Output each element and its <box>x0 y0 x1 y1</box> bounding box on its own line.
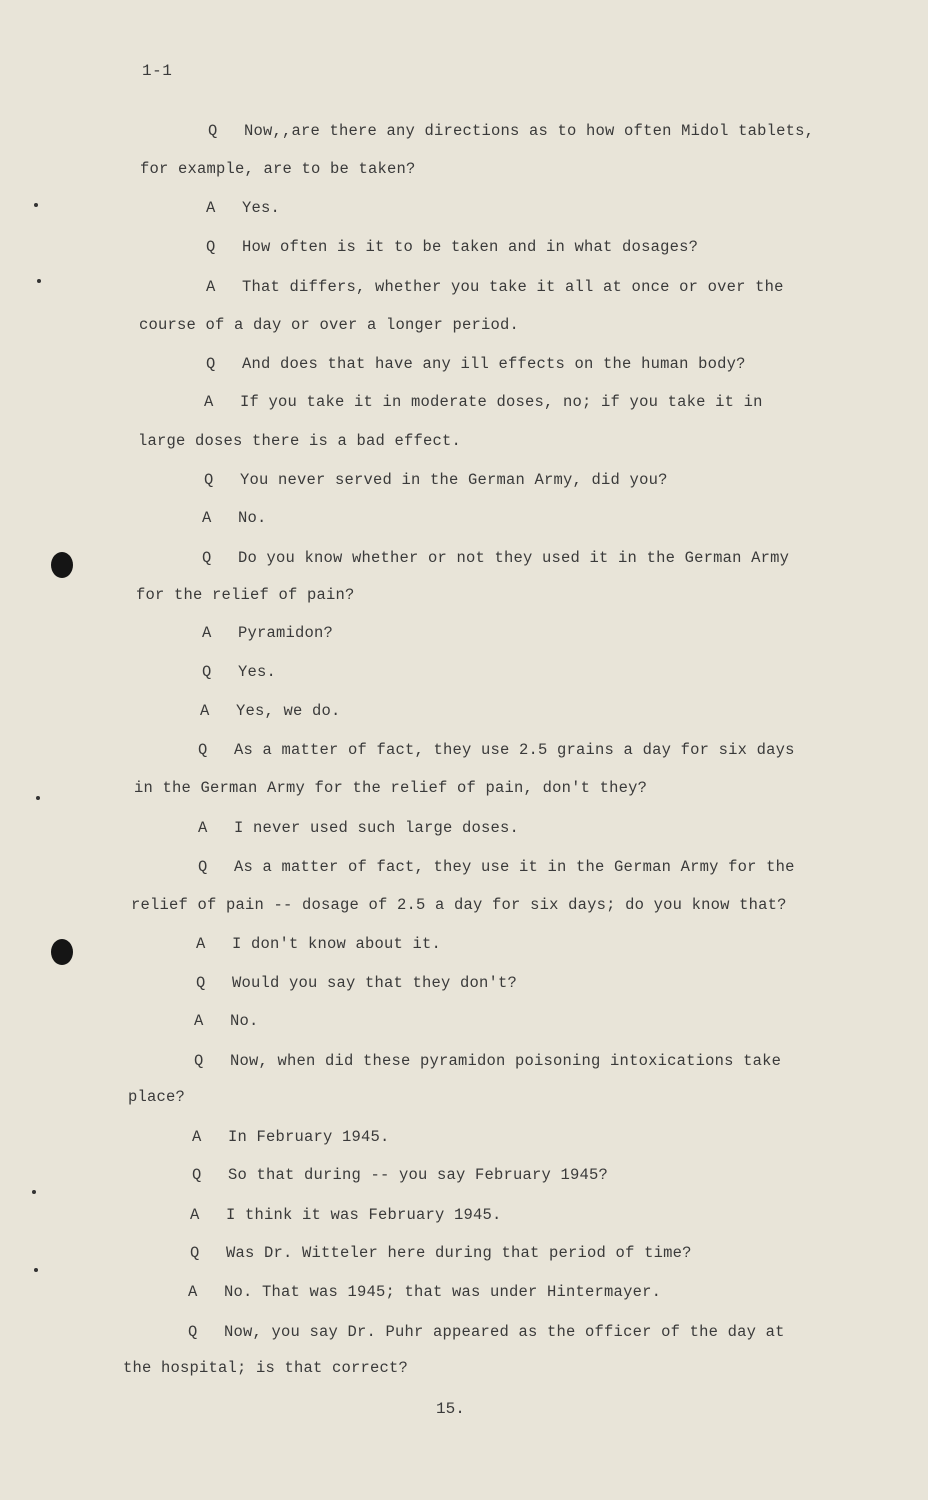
transcript-line <box>200 702 341 720</box>
line-text: No. <box>238 509 267 527</box>
transcript-continuation <box>139 316 519 334</box>
line-text: course of a day or over a longer period. <box>139 316 520 334</box>
transcript-line <box>198 819 519 837</box>
speaker-label: Q <box>206 355 216 373</box>
transcript-line <box>196 935 441 953</box>
transcript-line <box>192 1128 390 1146</box>
speaker-label: Q <box>198 741 208 759</box>
margin-dot <box>32 1190 36 1194</box>
transcript-line <box>194 1052 781 1070</box>
speaker-label: A <box>206 278 216 296</box>
line-text: If you take it in moderate doses, no; if you take it in <box>240 393 763 411</box>
punch-hole-bottom <box>51 939 73 965</box>
speaker-label: Q <box>206 238 216 256</box>
transcript-continuation <box>138 432 461 450</box>
page-number: 15. <box>436 1400 465 1418</box>
speaker-label: A <box>196 935 206 953</box>
speaker-label: A <box>204 393 214 411</box>
line-text: place? <box>128 1088 186 1106</box>
margin-dot <box>34 203 38 207</box>
transcript-line <box>202 549 789 567</box>
line-text: Yes. <box>242 199 281 217</box>
transcript-line <box>206 238 698 256</box>
line-text: How often is it to be taken and in what dosages? <box>242 238 699 256</box>
transcript-line <box>190 1244 692 1262</box>
line-text: And does that have any ill effects on the human body? <box>242 355 746 373</box>
transcript-line <box>206 355 746 373</box>
margin-dot <box>36 796 40 800</box>
speaker-label: Q <box>202 663 212 681</box>
transcript-line <box>188 1323 785 1341</box>
line-text: large doses there is a bad effect. <box>138 432 462 450</box>
transcript-line <box>192 1166 608 1184</box>
speaker-label: Q <box>204 471 214 489</box>
line-text: In February 1945. <box>228 1128 390 1146</box>
transcript-continuation <box>123 1359 408 1377</box>
page-id: 1-1 <box>142 62 173 80</box>
line-text: the hospital; is that correct? <box>123 1359 409 1377</box>
line-text: Would you say that they don't? <box>232 974 518 992</box>
transcript-line <box>206 278 784 296</box>
line-text: No. <box>230 1012 259 1030</box>
line-text: I think it was February 1945. <box>226 1206 502 1224</box>
transcript-line <box>204 471 668 489</box>
transcript-line <box>194 1012 259 1030</box>
line-text: Yes, we do. <box>236 702 341 720</box>
line-text: I never used such large doses. <box>234 819 520 837</box>
line-text: I don't know about it. <box>232 935 442 953</box>
speaker-label: Q <box>192 1166 202 1184</box>
line-text: So that during -- you say February 1945? <box>228 1166 609 1184</box>
transcript-continuation <box>134 779 647 797</box>
transcript-line <box>202 624 333 642</box>
line-text: in the German Army for the relief of pain, don't they? <box>134 779 648 797</box>
transcript-line <box>190 1206 502 1224</box>
transcript-continuation <box>128 1088 185 1106</box>
speaker-label: A <box>200 702 210 720</box>
speaker-label: Q <box>198 858 208 876</box>
transcript-line <box>198 858 795 876</box>
line-text: That differs, whether you take it all at once or over the <box>242 278 784 296</box>
speaker-label: Q <box>202 549 212 567</box>
transcript-line <box>202 509 267 527</box>
line-text: Now, you say Dr. Puhr appeared as the officer of the day at <box>224 1323 785 1341</box>
transcript-line <box>188 1283 661 1301</box>
transcript-continuation <box>131 896 787 914</box>
transcript-continuation <box>136 586 355 604</box>
line-text: Yes. <box>238 663 277 681</box>
speaker-label: A <box>198 819 208 837</box>
speaker-label: Q <box>194 1052 204 1070</box>
transcript-line <box>204 393 763 411</box>
transcript-continuation <box>140 160 416 178</box>
speaker-label: A <box>190 1206 200 1224</box>
speaker-label: A <box>202 624 212 642</box>
line-text: Do you know whether or not they used it in the German Army <box>238 549 790 567</box>
margin-dot <box>37 279 41 283</box>
line-text: for the relief of pain? <box>136 586 355 604</box>
speaker-label: A <box>194 1012 204 1030</box>
margin-dot <box>34 1268 38 1272</box>
speaker-label: Q <box>190 1244 200 1262</box>
punch-hole-top <box>51 552 73 578</box>
transcript-line <box>208 122 814 140</box>
speaker-label: Q <box>208 122 218 140</box>
speaker-label: Q <box>196 974 206 992</box>
line-text: Now,,are there any directions as to how often Midol tablets, <box>244 122 815 140</box>
transcript-line <box>206 199 280 217</box>
speaker-label: A <box>202 509 212 527</box>
line-text: Was Dr. Witteler here during that period of time? <box>226 1244 692 1262</box>
line-text: for example, are to be taken? <box>140 160 416 178</box>
speaker-label: A <box>188 1283 198 1301</box>
line-text: relief of pain -- dosage of 2.5 a day for six days; do you know that? <box>131 896 787 914</box>
line-text: Pyramidon? <box>238 624 334 642</box>
speaker-label: A <box>192 1128 202 1146</box>
line-text: As a matter of fact, they use 2.5 grains a day for six days <box>234 741 795 759</box>
speaker-label: Q <box>188 1323 198 1341</box>
line-text: No. That was 1945; that was under Hintermayer. <box>224 1283 662 1301</box>
transcript-line <box>196 974 517 992</box>
transcript-line <box>202 663 276 681</box>
line-text: You never served in the German Army, did you? <box>240 471 668 489</box>
line-text: As a matter of fact, they use it in the German Army for the <box>234 858 795 876</box>
transcript-line <box>198 741 795 759</box>
line-text: Now, when did these pyramidon poisoning intoxications take <box>230 1052 782 1070</box>
speaker-label: A <box>206 199 216 217</box>
